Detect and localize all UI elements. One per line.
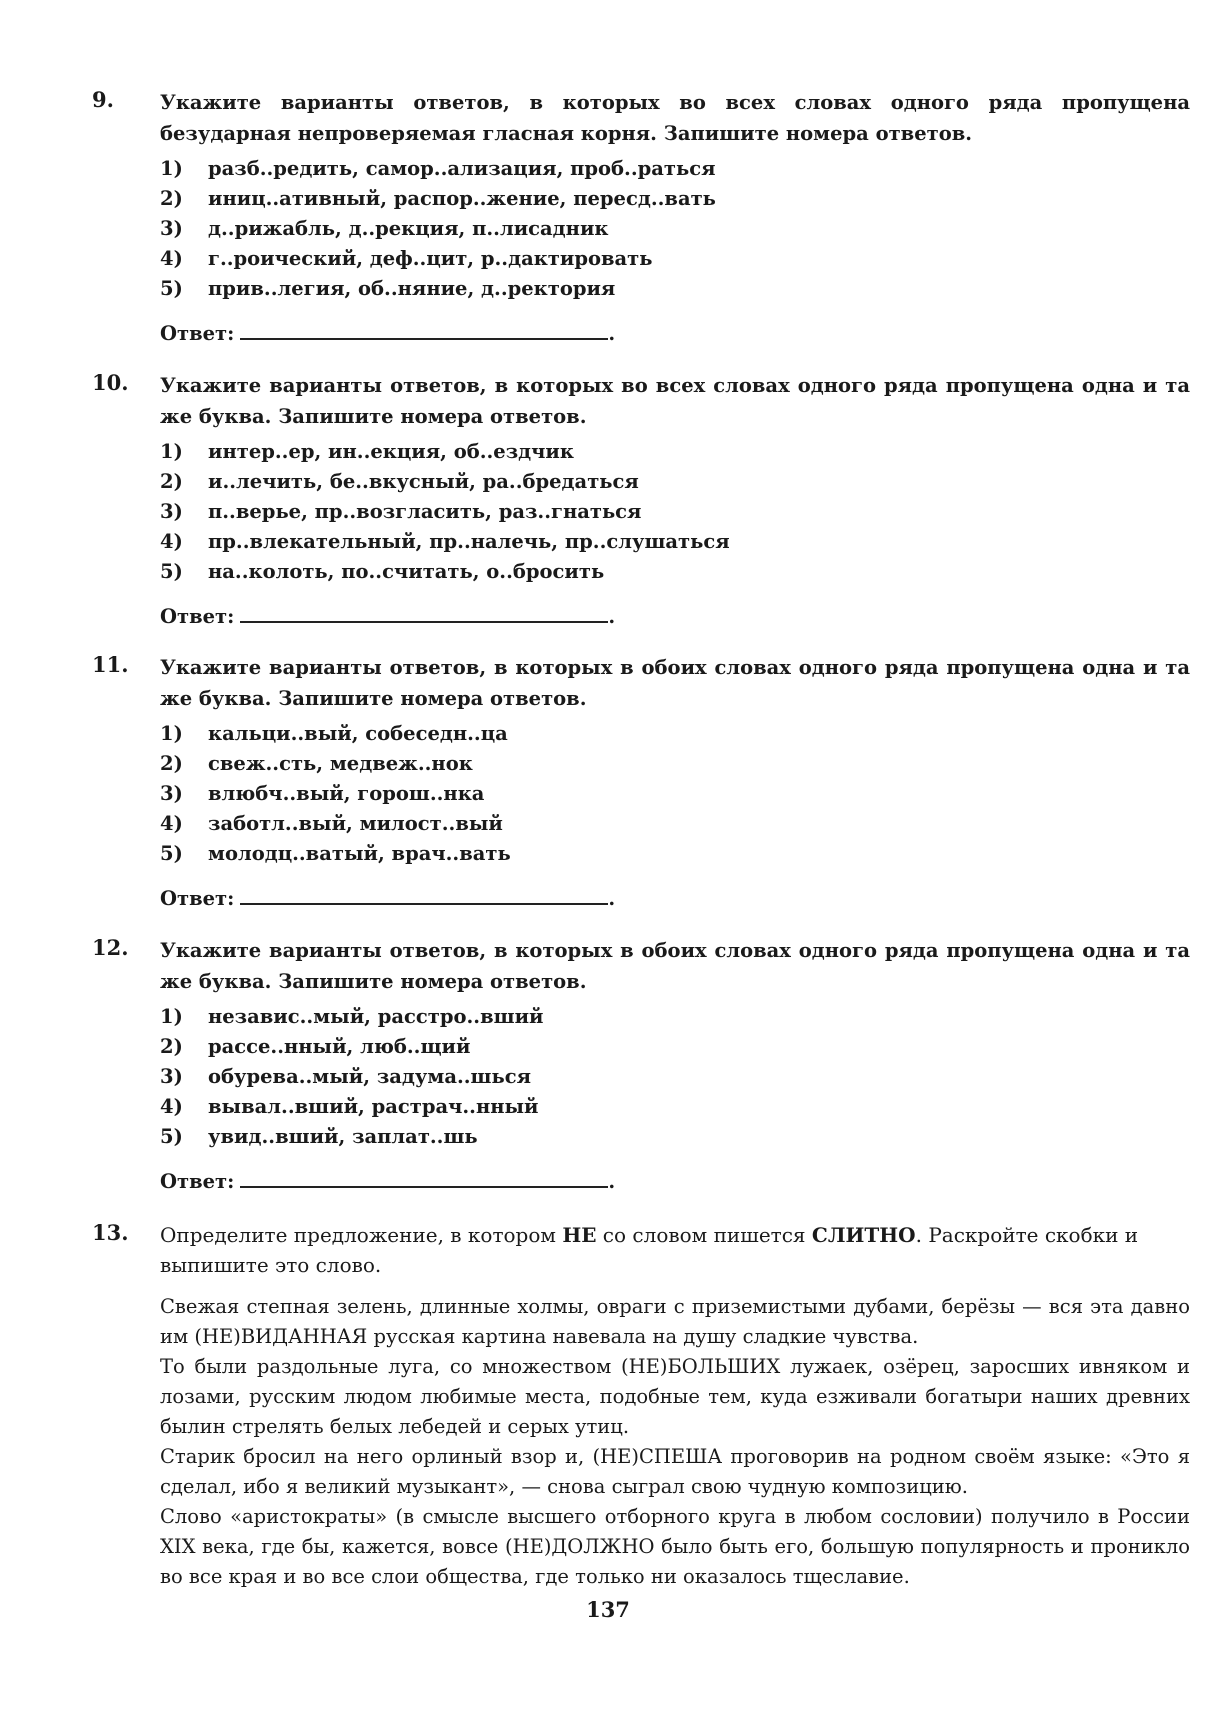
option-text: и..лечить, бе..вкусный, ра..бредаться	[208, 470, 639, 493]
question-emphasis: СЛИТНО	[811, 1223, 916, 1247]
option-item	[160, 1002, 1190, 1032]
option-item	[160, 557, 1190, 587]
task-question: Укажите варианты ответов, в которых во всех словах одного ряда пропущена безударная непроверяемая гласная корня. Запишите номера ответов.	[160, 91, 1190, 145]
option-number: 3)	[160, 1065, 183, 1088]
passage-sentence: Свежая степная зелень, длинные холмы, овраги с приземистыми дубами, берёзы — вся эта давно им (НЕ)ВИДАННАЯ русская картина навевала на душу сладкие чувства.	[160, 1295, 1190, 1348]
option-text: кальци..вый, собеседн..ца	[208, 722, 508, 745]
option-item	[160, 809, 1190, 839]
task-13	[92, 1220, 1190, 1592]
option-number: 2)	[160, 187, 183, 210]
task-number: 13.	[92, 1220, 129, 1245]
option-text: г..роический, деф..цит, р..дактировать	[208, 247, 653, 270]
task-body	[160, 652, 1190, 914]
options-list	[160, 437, 1190, 587]
answer-label: Ответ:	[160, 1170, 235, 1193]
option-text: п..верье, пр..возгласить, раз..гнаться	[208, 500, 642, 523]
answer-row: Ответ: .	[160, 1166, 1190, 1197]
answer-row: Ответ: .	[160, 318, 1190, 349]
option-item	[160, 467, 1190, 497]
option-item	[160, 1092, 1190, 1122]
passage	[160, 1292, 1190, 1592]
task-question: Укажите варианты ответов, в которых в обоих словах одного ряда пропущена одна и та же буква. Запишите номера ответов.	[160, 939, 1190, 993]
option-item	[160, 154, 1190, 184]
option-text: свеж..сть, медвеж..нок	[208, 752, 473, 775]
option-number: 4)	[160, 812, 183, 835]
task-question: Укажите варианты ответов, в которых в обоих словах одного ряда пропущена одна и та же буква. Запишите номера ответов.	[160, 656, 1190, 710]
task-number: 12.	[92, 935, 129, 960]
option-text: д..рижабль, д..рекция, п..лисадник	[208, 217, 609, 240]
task-9	[92, 87, 1190, 349]
option-item	[160, 749, 1190, 779]
question-emphasis: НЕ	[562, 1223, 597, 1247]
option-item	[160, 1062, 1190, 1092]
passage-sentence: Старик бросил на него орлиный взор и, (НЕ)СПЕША проговорив на родном своём языке: «Это я сделал, ибо я великий музыкант», — снова сыграл свою чудную композицию.	[160, 1445, 1190, 1498]
answer-blank[interactable]	[240, 601, 608, 623]
task-12	[92, 935, 1190, 1197]
option-text: независ..мый, расстро..вший	[208, 1005, 544, 1028]
task-number: 10.	[92, 370, 129, 395]
options-list	[160, 1002, 1190, 1152]
task-10	[92, 370, 1190, 632]
question-text: . Раскройте скобки и выпишите это слово.	[160, 1223, 1139, 1277]
question-text: Определите предложение, в котором	[160, 1223, 563, 1247]
option-number: 5)	[160, 1125, 183, 1148]
option-number: 4)	[160, 530, 183, 553]
task-body	[160, 1220, 1190, 1592]
option-text: вывал..вший, растрач..нный	[208, 1095, 539, 1118]
option-text: молодц..ватый, врач..вать	[208, 842, 511, 865]
option-item	[160, 244, 1190, 274]
option-number: 3)	[160, 217, 183, 240]
option-item	[160, 1032, 1190, 1062]
option-number: 2)	[160, 1035, 183, 1058]
option-number: 5)	[160, 842, 183, 865]
page-number: 137	[586, 1597, 630, 1622]
option-text: иниц..ативный, распор..жение, пересд..вать	[208, 187, 716, 210]
option-text: прив..легия, об..няние, д..ректория	[208, 277, 616, 300]
option-number: 3)	[160, 782, 183, 805]
option-number: 4)	[160, 247, 183, 270]
option-item	[160, 497, 1190, 527]
option-text: пр..влекательный, пр..налечь, пр..слушаться	[208, 530, 730, 553]
answer-label: Ответ:	[160, 322, 235, 345]
option-text: разб..редить, самор..ализация, проб..раться	[208, 157, 716, 180]
option-number: 2)	[160, 470, 183, 493]
task-question: Укажите варианты ответов, в которых во всех словах одного ряда пропущена одна и та же буква. Запишите номера ответов.	[160, 374, 1190, 428]
task-number: 9.	[92, 87, 114, 112]
task-question	[160, 1220, 1190, 1280]
option-text: увид..вший, заплат..шь	[208, 1125, 478, 1148]
option-item	[160, 184, 1190, 214]
option-number: 1)	[160, 1005, 183, 1028]
option-number: 2)	[160, 752, 183, 775]
question-text: со словом пишется	[596, 1223, 812, 1247]
answer-blank[interactable]	[240, 883, 608, 905]
option-item	[160, 719, 1190, 749]
option-item	[160, 527, 1190, 557]
option-text: обурева..мый, задума..шься	[208, 1065, 532, 1088]
option-text: на..колоть, по..считать, о..бросить	[208, 560, 605, 583]
task-number: 11.	[92, 652, 129, 677]
option-text: интер..ер, ин..екция, об..ездчик	[208, 440, 574, 463]
option-item	[160, 839, 1190, 869]
passage-sentence: Слово «аристократы» (в смысле высшего отборного круга в любом сословии) получило в России XIX века, где бы, кажется, вовсе (НЕ)ДОЛЖНО было быть его, большую популярность и проникло во все края и во все слои общества, где только ни оказалось тщеславие.	[160, 1505, 1190, 1588]
option-number: 1)	[160, 722, 183, 745]
answer-blank[interactable]	[240, 318, 608, 340]
answer-row: Ответ: .	[160, 883, 1190, 914]
answer-blank[interactable]	[240, 1166, 608, 1188]
task-body	[160, 935, 1190, 1197]
option-item	[160, 214, 1190, 244]
passage-sentence: То были раздольные луга, со множеством (НЕ)БОЛЬШИХ лужаек, озёрец, заросших ивняком и лозами, русским людом любимые места, подобные тем, куда езживали богатыри наших древних былин стрелять белых лебедей и серых утиц.	[160, 1355, 1190, 1438]
option-text: влюбч..вый, горош..нка	[208, 782, 485, 805]
option-number: 1)	[160, 157, 183, 180]
option-item	[160, 274, 1190, 304]
option-number: 5)	[160, 560, 183, 583]
task-body	[160, 370, 1190, 632]
option-text: заботл..вый, милост..вый	[208, 812, 503, 835]
option-text: рассе..нный, люб..щий	[208, 1035, 471, 1058]
task-11	[92, 652, 1190, 914]
option-item	[160, 1122, 1190, 1152]
task-body	[160, 87, 1190, 349]
option-item	[160, 437, 1190, 467]
option-number: 3)	[160, 500, 183, 523]
options-list	[160, 719, 1190, 869]
option-number: 4)	[160, 1095, 183, 1118]
option-item	[160, 779, 1190, 809]
option-number: 1)	[160, 440, 183, 463]
answer-label: Ответ:	[160, 887, 235, 910]
answer-row: Ответ: .	[160, 601, 1190, 632]
options-list	[160, 154, 1190, 304]
answer-label: Ответ:	[160, 605, 235, 628]
option-number: 5)	[160, 277, 183, 300]
